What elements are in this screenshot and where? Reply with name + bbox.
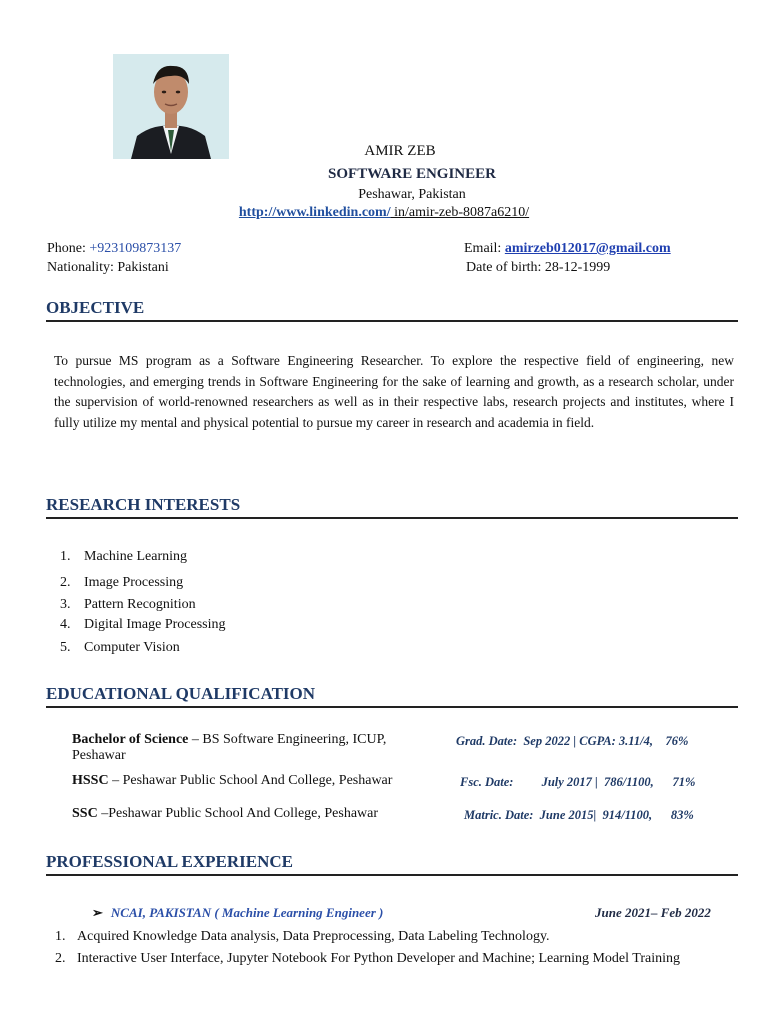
list-number: 4. xyxy=(60,617,71,632)
objective-text: To pursue MS program as a Software Engineering Researcher. To explore the respective field of engineering, new technologies, and emerging trends in Software Engineering for the sake of learning and growth, as a research scholar, under the supervision of world-renowned researchers as well as in their respective labs, research projects and institutes, where I fully utilize my mental and physical potential to pursue my career in research and academia in field. xyxy=(54,353,734,430)
list-label: Pattern Recognition xyxy=(84,597,196,612)
dob-line xyxy=(466,260,610,276)
degree-grade: Grad. Date: Sep 2022 | CGPA: 3.11/4, 76% xyxy=(456,734,689,748)
list-number: 2. xyxy=(55,951,66,966)
degree-name: Bachelor of Science xyxy=(72,732,189,747)
list-item xyxy=(60,617,226,633)
candidate-location: Peshawar, Pakistan xyxy=(358,187,466,202)
job-title: NCAI, PAKISTAN ( Machine Learning Engineer ) xyxy=(110,905,384,920)
nationality-label: Nationality xyxy=(47,260,110,275)
list-item xyxy=(60,597,196,613)
phone-label: Phone: xyxy=(47,241,90,256)
degree-grade: Fsc. Date: July 2017 | 786/1100, 71% xyxy=(460,775,696,789)
candidate-title: SOFTWARE ENGINEER xyxy=(328,166,496,182)
list-label: Image Processing xyxy=(84,575,184,590)
list-label: Computer Vision xyxy=(84,640,180,655)
nationality-value: : Pakistani xyxy=(110,260,169,275)
email-line xyxy=(464,241,671,257)
list-number: 2. xyxy=(60,575,71,590)
education-row xyxy=(72,732,432,764)
nationality-line xyxy=(47,260,169,276)
job-entry xyxy=(92,905,383,921)
experience-heading: PROFESSIONAL EXPERIENCE xyxy=(46,852,738,876)
email-label: Email: xyxy=(464,241,505,256)
degree-detail: – BS Software Engineering, ICUP, xyxy=(188,732,387,747)
degree-detail: –Peshawar Public School And College, Peshawar xyxy=(97,806,379,821)
phone-value: +923109873137 xyxy=(89,241,182,256)
linkedin-link[interactable] xyxy=(0,205,768,221)
list-item xyxy=(55,929,550,945)
degree-detail-continued: Peshawar xyxy=(72,748,126,763)
linkedin-link-main[interactable]: http://www.linkedin.com/ xyxy=(238,205,391,220)
education-heading: EDUCATIONAL QUALIFICATION xyxy=(46,684,738,708)
education-row xyxy=(72,806,378,822)
objective-heading: OBJECTIVE xyxy=(46,298,738,322)
list-item xyxy=(55,951,680,967)
list-item xyxy=(60,549,187,565)
arrow-bullet-icon: ➢ xyxy=(92,905,103,920)
degree-grade: Matric. Date: June 2015| 914/1100, 83% xyxy=(464,808,694,822)
list-item xyxy=(60,575,183,591)
job-dates: June 2021– Feb 2022 xyxy=(595,905,711,920)
degree-detail: – Peshawar Public School And College, Peshawar xyxy=(108,773,393,788)
dob-value: : 28-12-1999 xyxy=(537,260,611,275)
list-item xyxy=(60,640,180,656)
research-heading: RESEARCH INTERESTS xyxy=(46,495,738,519)
list-label: Interactive User Interface, Jupyter Notebook For Python Developer and Machine; Learning Model Training xyxy=(77,951,680,966)
degree-name: HSSC xyxy=(72,773,109,788)
list-number: 3. xyxy=(60,597,71,612)
list-number: 1. xyxy=(60,549,71,564)
education-row xyxy=(72,773,392,789)
dob-label: Date of birth xyxy=(466,260,538,275)
phone-line xyxy=(47,241,181,257)
list-number: 1. xyxy=(55,929,66,944)
linkedin-link-path[interactable]: in/amir-zeb-8087a6210/ xyxy=(390,205,530,220)
list-label: Acquired Knowledge Data analysis, Data Preprocessing, Data Labeling Technology. xyxy=(77,929,550,944)
candidate-name: AMIR ZEB xyxy=(364,143,436,159)
list-label: Machine Learning xyxy=(84,549,188,564)
list-number: 5. xyxy=(60,640,71,655)
list-label: Digital Image Processing xyxy=(84,617,226,632)
email-link[interactable]: amirzeb012017@gmail.com xyxy=(504,241,671,256)
degree-name: SSC xyxy=(72,806,98,821)
